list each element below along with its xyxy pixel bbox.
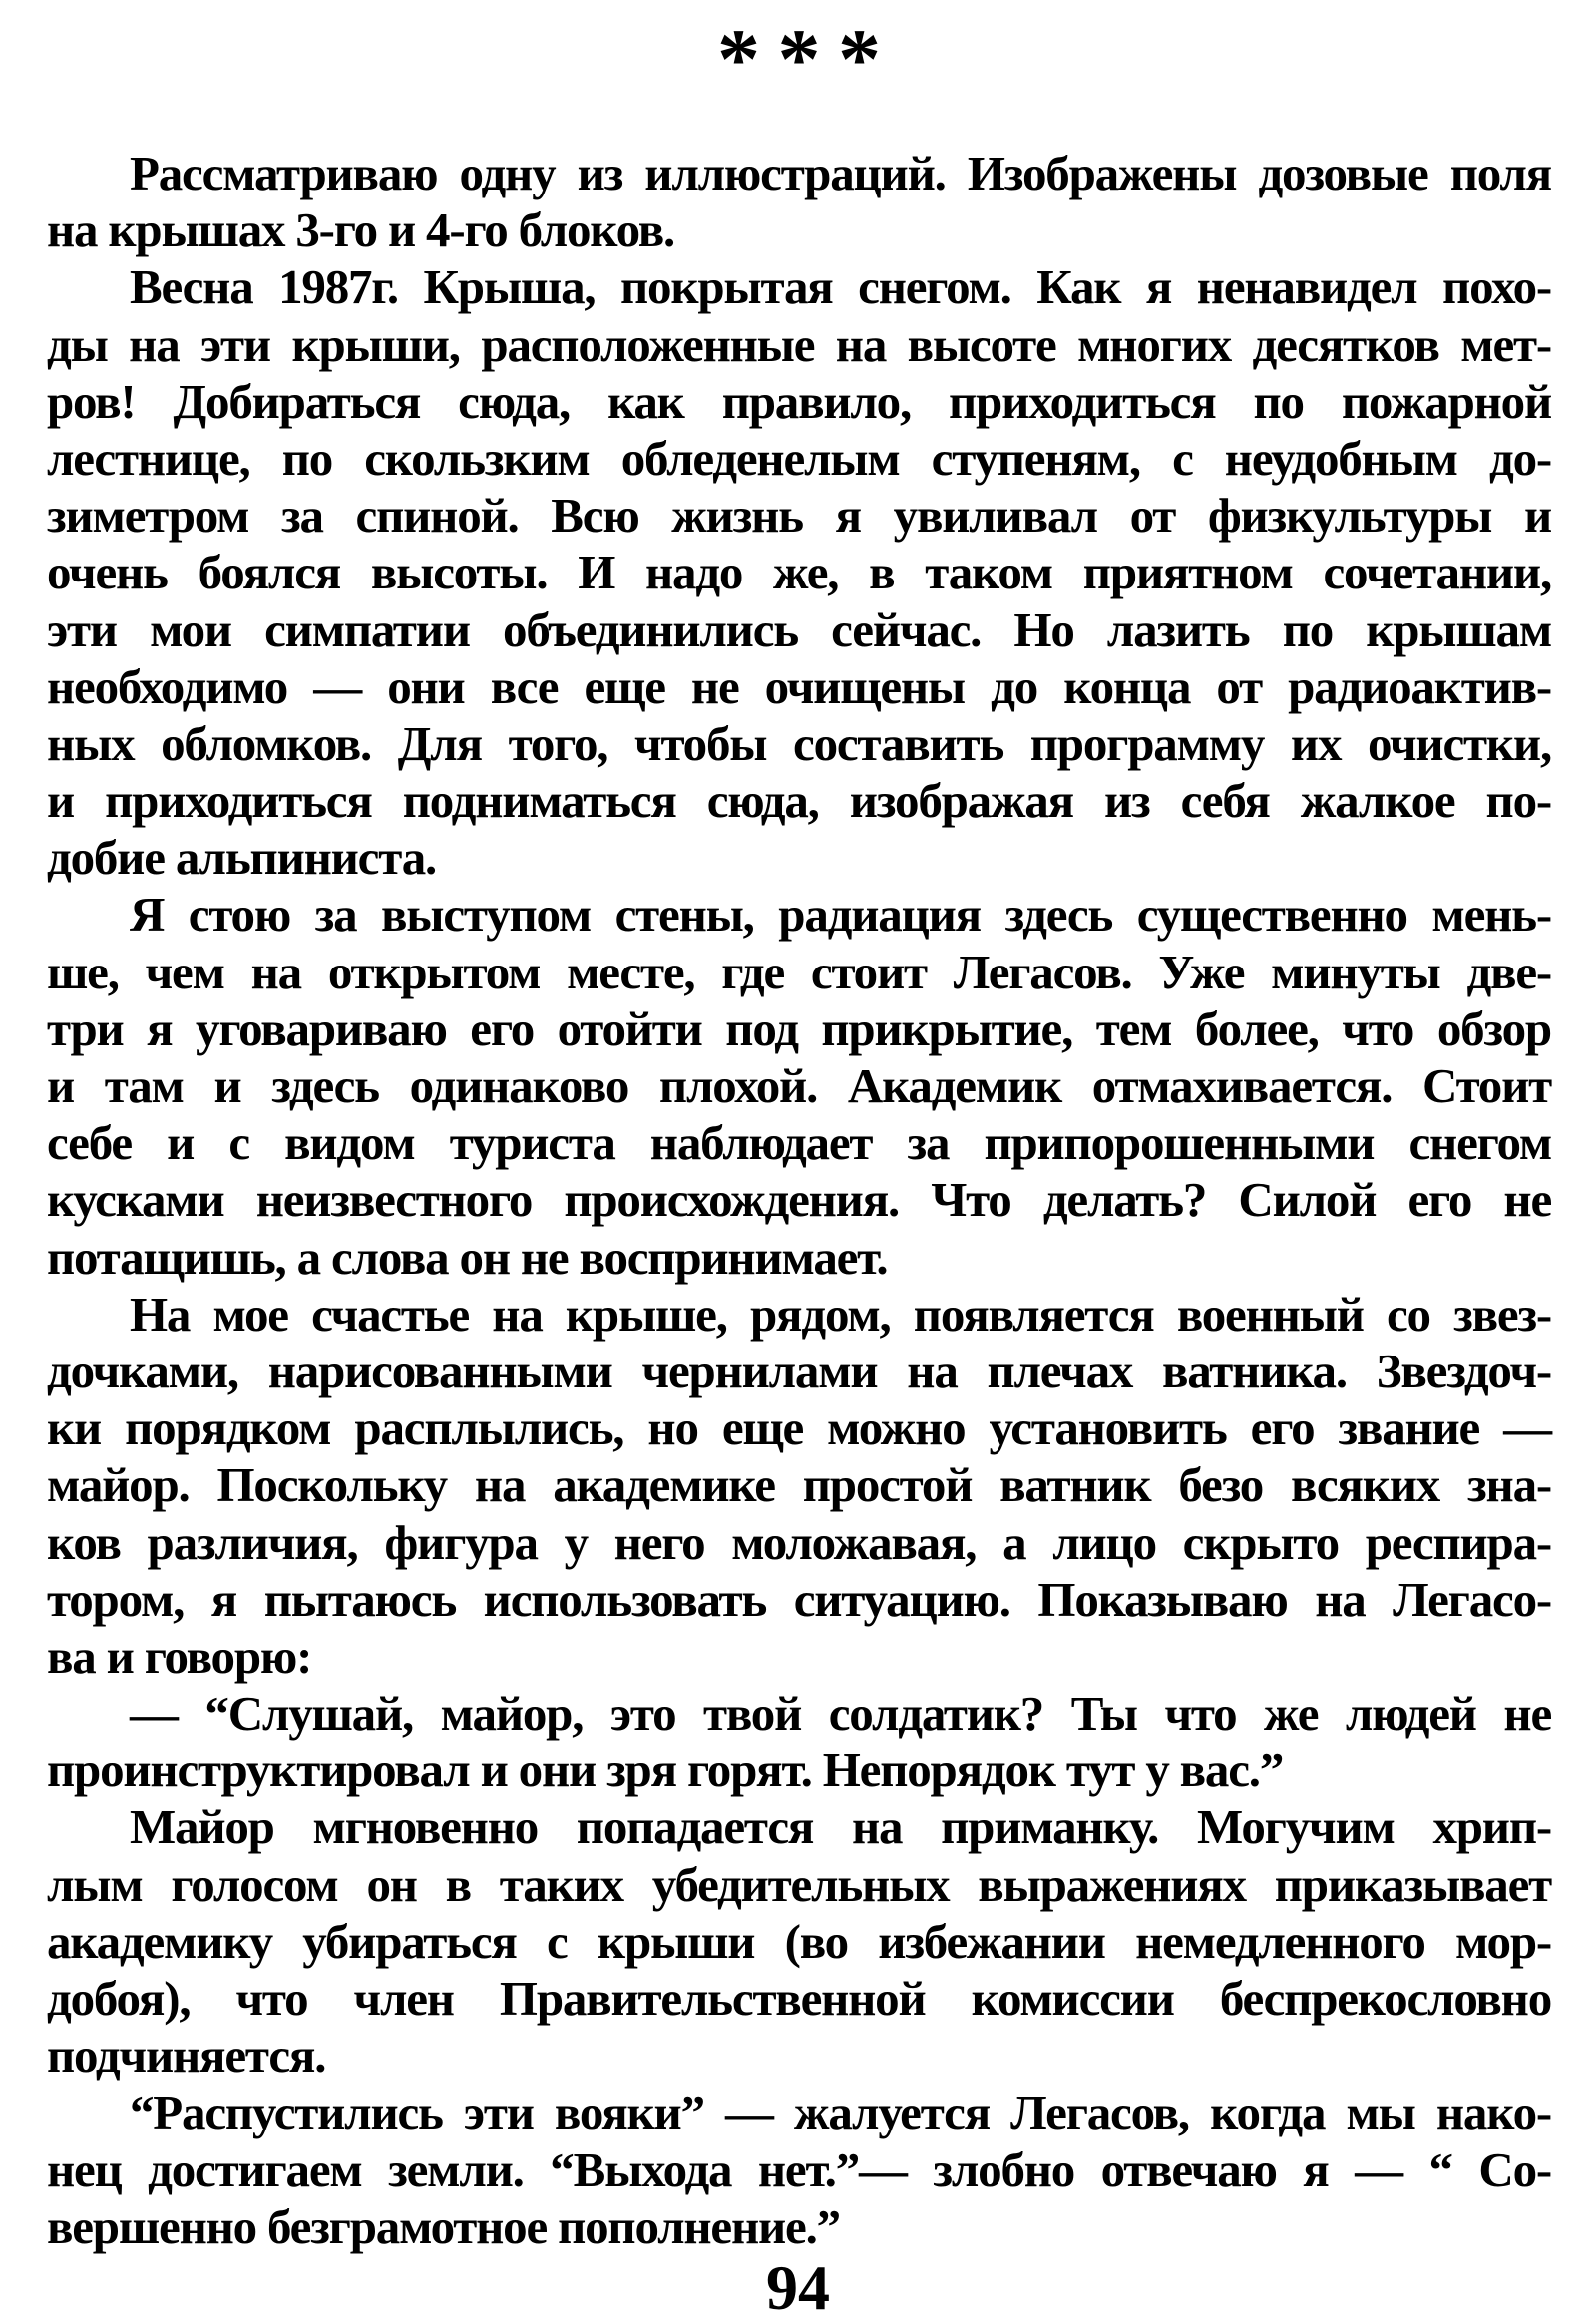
text-line: ки порядком расплылись, но еще можно установить его звание —	[47, 1400, 1551, 1456]
text-line: Майор мгновенно попадается на приманку. Могучим хрип-	[130, 1799, 1551, 1855]
text-line: подчиняется.	[47, 2028, 326, 2084]
text-line: академику убираться с крыши (во избежании немедленного мор-	[47, 1913, 1551, 1969]
text-line: нец достигаем земли. “Выхода нет.”— злобно отвечаю я — “ Со-	[47, 2141, 1551, 2197]
text-line: зиметром за спиной. Всю жизнь я увиливал от физкультуры и	[47, 488, 1551, 544]
text-line: добие альпиниста.	[47, 830, 437, 886]
text-line: себе и с видом туриста наблюдает за припорошенными снегом	[47, 1115, 1551, 1171]
text-line: лестнице, по скользким обледенелым ступеням, с неудобным до-	[47, 430, 1551, 486]
text-line: и там и здесь одинаково плохой. Академик отмахивается. Стоит	[47, 1058, 1551, 1113]
page-number: 94	[766, 2252, 830, 2323]
text-line: Я стою за выступом стены, радиация здесь существенно мень-	[130, 887, 1551, 943]
text-line: ков различия, фигура у него моложавая, а лицо скрыто респира-	[47, 1514, 1551, 1570]
section-divider-stars: * * *	[717, 11, 879, 107]
text-line: “Распустились эти вояки” — жалуется Легасов, когда мы нако-	[130, 2085, 1551, 2140]
text-line: необходимо — они все еще не очищены до конца от радиоактив-	[47, 658, 1551, 714]
text-line: — “Слушай, майор, это твой солдатик? Ты что же людей не	[130, 1686, 1551, 1742]
text-line: очень боялся высоты. И надо же, в таком приятном сочетании,	[47, 545, 1551, 600]
text-line: и приходиться подниматься сюда, изображая из себя жалкое по-	[47, 773, 1551, 829]
text-line: вершенно безграмотное пополнение.”	[47, 2198, 840, 2254]
text-line: потащишь, а слова он не воспринимает.	[47, 1229, 888, 1285]
text-line: Рассматриваю одну из иллюстраций. Изображены дозовые поля	[130, 146, 1551, 200]
text-line: На мое счастье на крыше, рядом, появляется военный со звез-	[130, 1286, 1551, 1342]
text-line: эти мои симпатии объединились сейчас. Но лазить по крышам	[47, 601, 1551, 657]
text-line: майор. Поскольку на академике простой ватник безо всяких зна-	[47, 1457, 1551, 1513]
text-line: лым голосом он в таких убедительных выражениях приказывает	[47, 1856, 1551, 1912]
text-line: Весна 1987г. Крыша, покрытая снегом. Как я ненавидел похо-	[130, 259, 1551, 315]
text-line: ше, чем на открытом месте, где стоит Легасов. Уже минуты две-	[47, 944, 1551, 999]
text-line: дочками, нарисованными чернилами на плечах ватника. Звездоч-	[47, 1343, 1551, 1398]
text-line: тором, я пытаюсь использовать ситуацию. Показываю на Легасо-	[47, 1571, 1551, 1627]
text-line: кусками неизвестного происхождения. Что делать? Силой его не	[47, 1172, 1551, 1228]
text-line: ных обломков. Для того, чтобы составить программу их очистки,	[47, 715, 1551, 771]
text-line: ды на эти крыши, расположенные на высоте многих десятков мет-	[47, 316, 1551, 372]
text-line: проинструктировал и они зря горят. Непорядок тут у вас.”	[47, 1743, 1284, 1798]
text-line: на крышах 3-го и 4-го блоков.	[47, 202, 675, 258]
text-line: ров! Добираться сюда, как правило, приходиться по пожарной	[47, 373, 1551, 429]
text-line: добоя), что член Правительственной комиссии беспрекословно	[47, 1971, 1551, 2026]
text-line: три я уговариваю его отойти под прикрытие, тем более, что обзор	[47, 1000, 1551, 1056]
text-block	[47, 145, 1551, 2255]
text-line: ва и говорю:	[47, 1628, 312, 1684]
